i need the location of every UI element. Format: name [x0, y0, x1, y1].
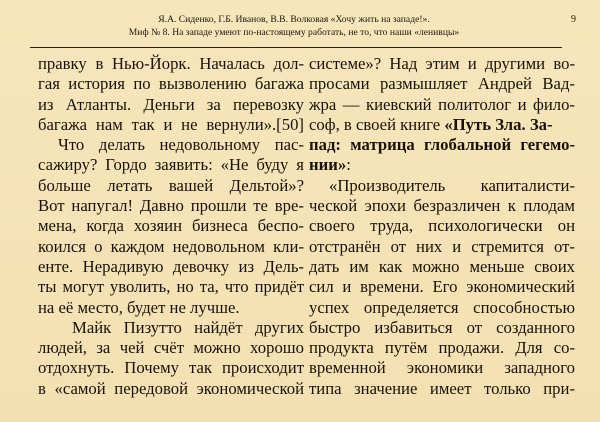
left-column	[38, 54, 304, 399]
text-fragment: соф, в своей книге	[309, 114, 441, 134]
quote-line: дать им как можно меньше своих	[309, 256, 575, 276]
page-number: 9	[571, 14, 576, 25]
quote-line: продукта путём продажи. Для со-	[309, 338, 575, 358]
text-line: на её место, будет не лучше.	[38, 297, 240, 317]
header-chapter-line: Миф № 8. На западе умеют по-настоящему работать, не то, что наши «ленивцы»	[128, 27, 460, 38]
quote-line: успех определяется способностью	[309, 297, 575, 317]
text-line	[309, 155, 575, 175]
text-line: сажиру? Гордо заявить: «Не буду я	[38, 155, 304, 175]
text-line: отдохнуть. Почему так происходит	[38, 358, 304, 378]
quote-line: типа значение имеет только при-	[309, 378, 575, 398]
quote-line: быстро избавиться от созданного	[309, 317, 575, 337]
book-title-end: нии»	[309, 155, 347, 175]
header-divider	[30, 47, 562, 48]
text-line: мена, когда хозяин бизнеса беспо-	[38, 216, 304, 236]
book-title: «Путь Зла. За-	[444, 114, 553, 134]
text-line: системе»? Над этим и другими во-	[309, 54, 575, 73]
quote-line: ческой эпохи безразличен к плодам	[309, 196, 575, 216]
running-header	[0, 10, 600, 40]
text-line: Что делать недовольному пас-	[58, 135, 304, 155]
quote-line: временной экономики западного	[309, 358, 575, 378]
text-line: правку в Нью-Йорк. Началась дол-	[38, 54, 304, 73]
text-line: Майк Пизутто найдёт других	[72, 317, 304, 337]
text-line: из Атланты. Деньги за перевозку	[38, 94, 304, 114]
text-line: жра — киевский политолог и фило-	[309, 94, 575, 114]
quote-line: отстранён от них и стремится от-	[309, 236, 575, 256]
quote-line: сил и времени. Его экономический	[309, 277, 575, 297]
text-line: Вот напугал! Давно прошли те вре-	[38, 196, 304, 216]
quote-line: «Производитель капиталисти-	[329, 175, 575, 195]
punctuation: :	[346, 155, 351, 175]
book-title-line: пад: матрица глобальной гегемо-	[309, 135, 575, 155]
text-line: багажа нам так и не вернули».[50]	[38, 114, 304, 134]
text-line: просами размышляет Андрей Вад-	[309, 74, 575, 94]
text-line: гая история по вызволению багажа	[38, 74, 304, 94]
header-title-line: Я.А. Сиденко, Г.Б. Иванов, В.В. Волковая «Хочу жить на западе!».	[158, 14, 430, 25]
text-line: людей, за чей счёт можно хорошо	[38, 338, 304, 358]
quote-line: своего труда, психологически он	[309, 216, 575, 236]
text-line: больше летать вашей Дельтой»?	[38, 175, 304, 195]
text-line: в «самой передовой экономической	[38, 378, 304, 398]
text-line: енте. Нерадивую девочку из Дель-	[38, 256, 304, 276]
text-line: ты могут уволить, но та, что придёт	[38, 277, 304, 297]
text-line: коился о каждом недовольном кли-	[38, 236, 304, 256]
right-column	[309, 54, 575, 399]
text-line	[309, 115, 575, 135]
